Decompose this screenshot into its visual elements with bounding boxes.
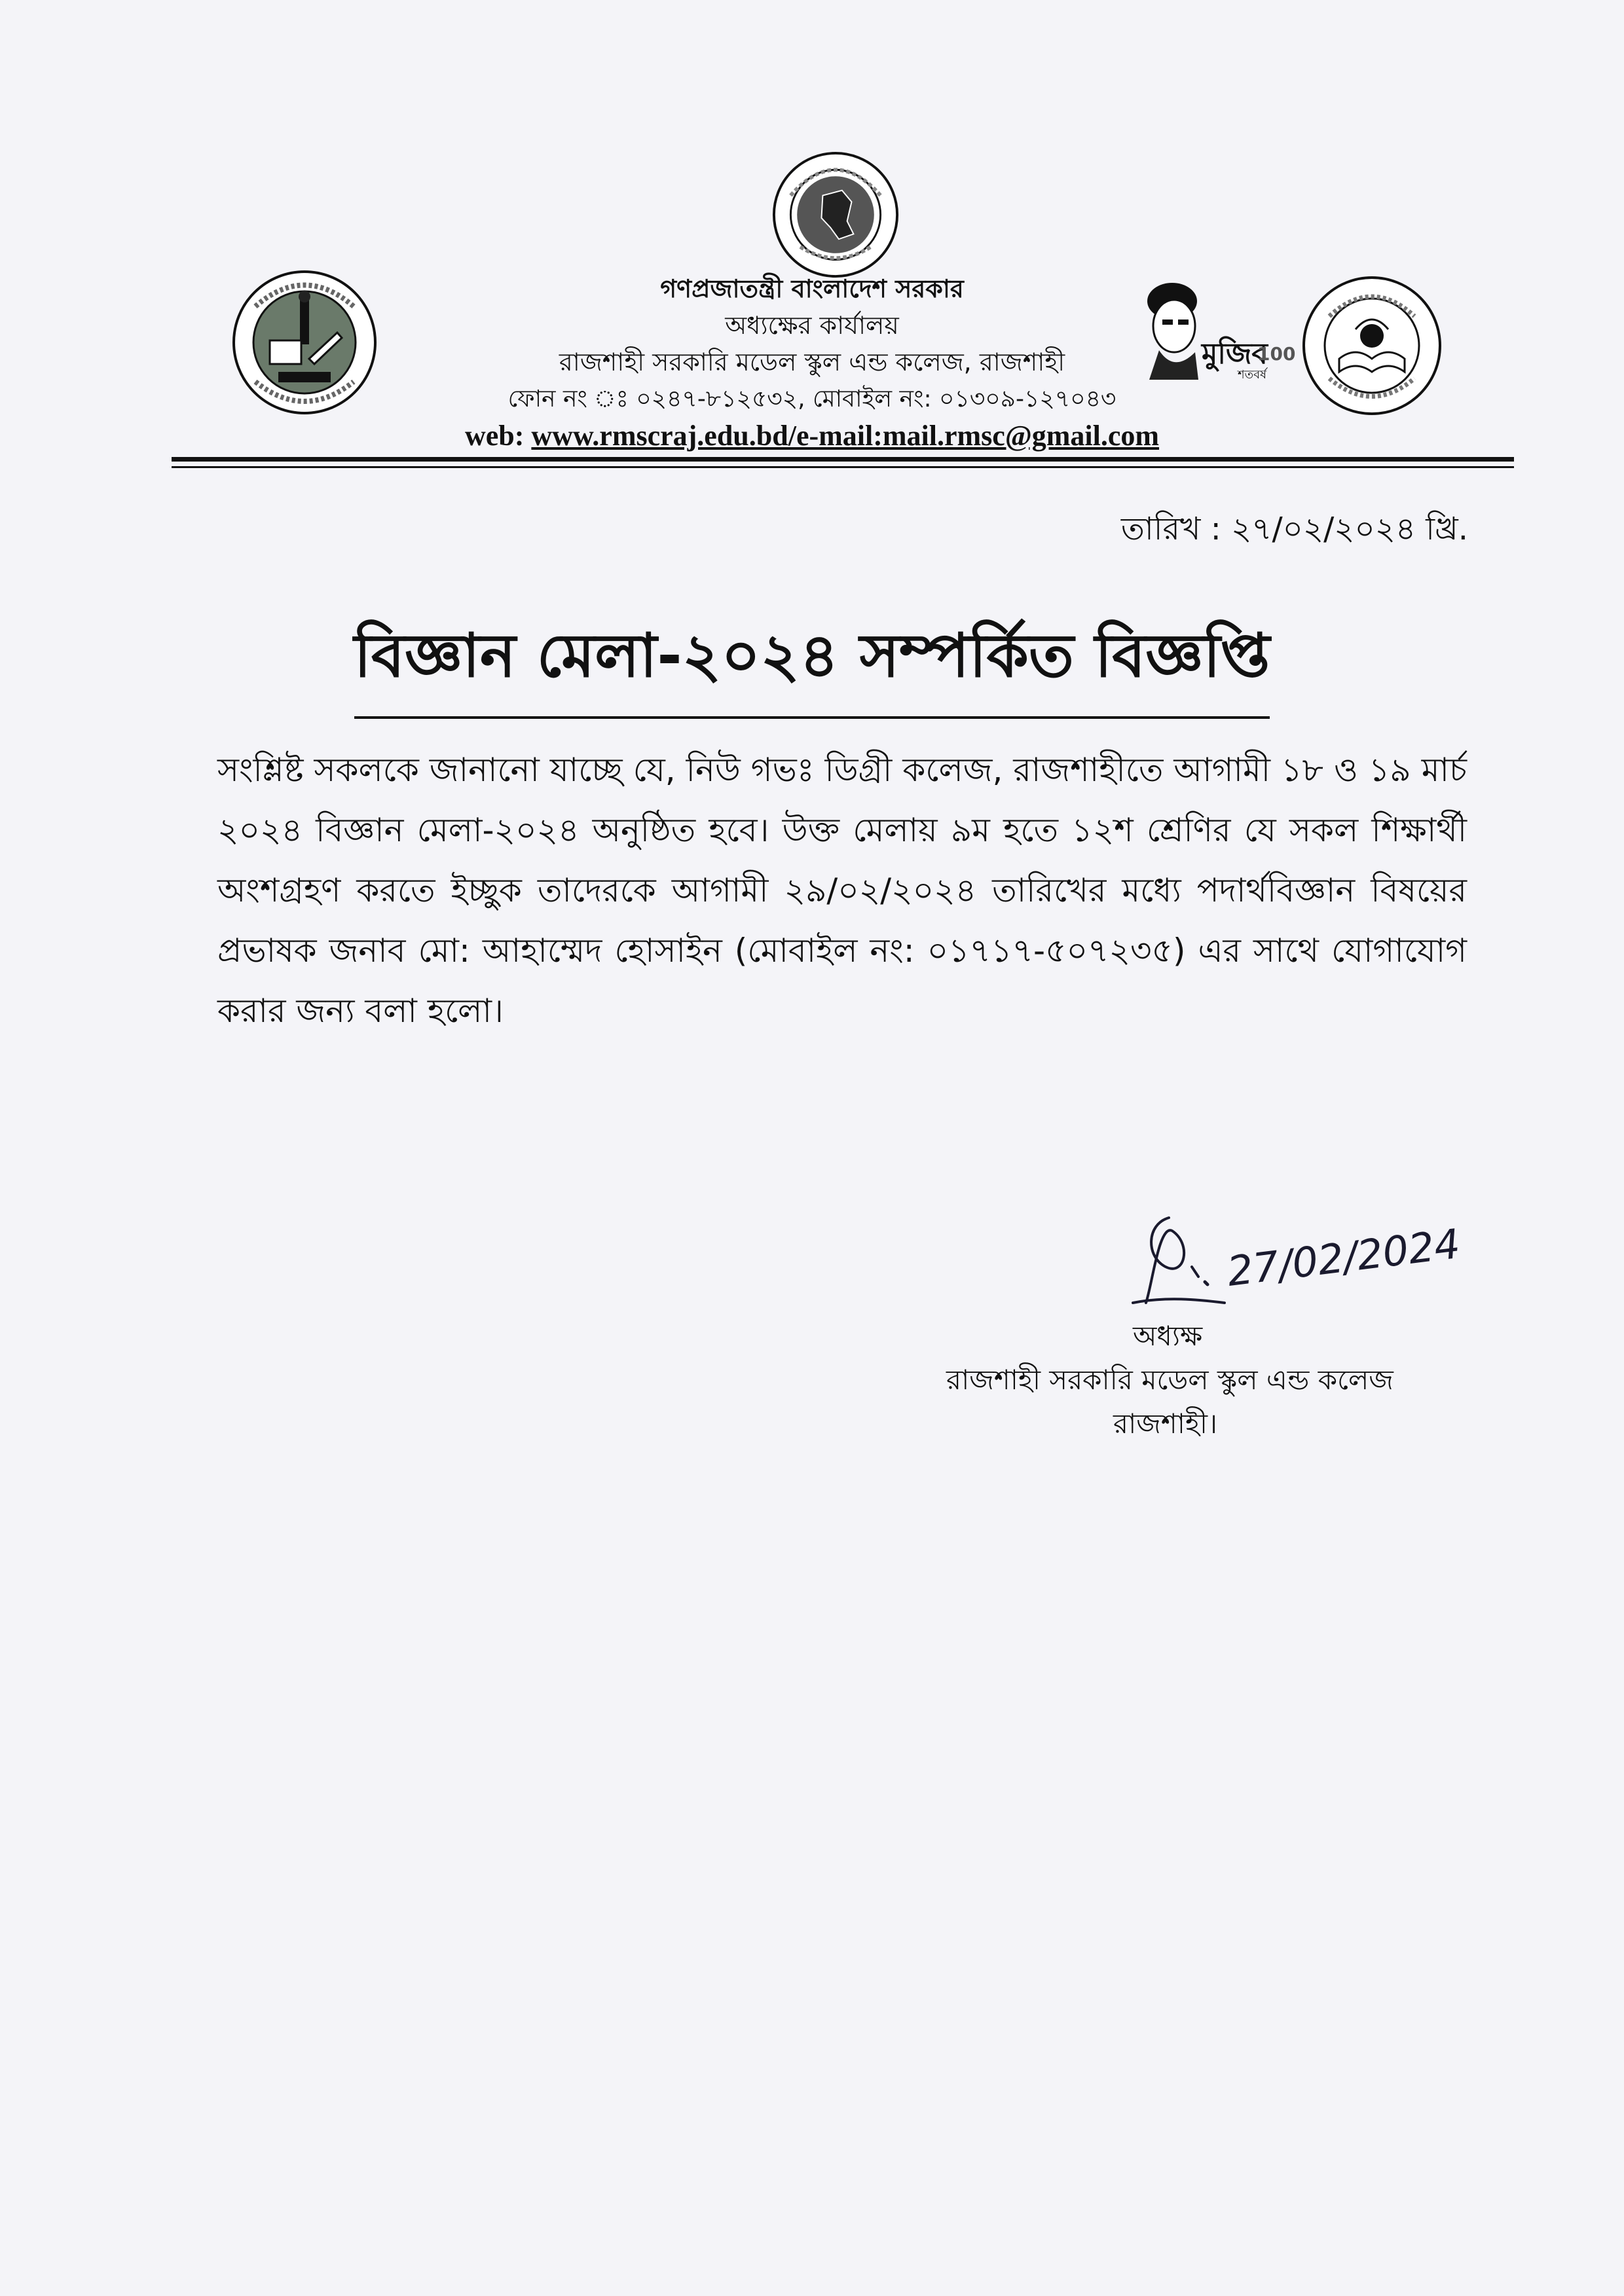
notice-title xyxy=(0,609,1624,719)
web-prefix: web: xyxy=(464,420,532,452)
signatory-institution: রাজশাহী সরকারি মডেল স্কুল এন্ড কলেজ xyxy=(946,1364,1393,1396)
web-email-link[interactable]: www.rmscraj.edu.bd/e-mail:mail.rmsc@gmail.com xyxy=(531,420,1160,452)
header-phone: ফোন নং ঃ ০২৪৭-৮১২৫৩২, মোবাইল নং: ০১৩০৯-১২৭০৪৩ xyxy=(507,386,1116,412)
header-institution: রাজশাহী সরকারি মডেল স্কুল এন্ড কলেজ, রাজশাহী xyxy=(559,348,1065,376)
header-divider-thin xyxy=(172,466,1514,468)
notice-date: তারিখ : ২৭/০২/২০২৪ খ্রি. xyxy=(1120,511,1468,547)
signatory-city: রাজশাহী। xyxy=(1113,1408,1217,1440)
header-divider-thick xyxy=(172,457,1514,462)
government-seal-icon xyxy=(771,151,900,279)
notice-title-text: বিজ্ঞান মেলা-২০২৪ সম্পর্কিত বিজ্ঞপ্তি xyxy=(354,609,1270,719)
mujib-logo-text: মুজিব xyxy=(1202,337,1268,371)
mujib-logo-number: 100 xyxy=(1257,343,1296,365)
mujib-logo-sub: শতবর্ষ xyxy=(1238,368,1267,382)
signatory-title: অধ্যক্ষ xyxy=(1133,1320,1203,1352)
handwritten-date: 27/02/2024 xyxy=(1225,1219,1463,1296)
header-web-contact xyxy=(0,419,1624,452)
header-government: গণপ্রজাতন্ত্রী বাংলাদেশ সরকার xyxy=(660,274,964,303)
header-office: অধ্যক্ষের কার্যালয় xyxy=(725,311,899,340)
notice-body: সংশ্লিষ্ট সকলকে জানানো যাচ্ছে যে, নিউ গভঃ ডিগ্রী কলেজ, রাজশাহীতে আগামী ১৮ ও ১৯ মার্চ ২০২৪ বিজ্ঞান মেলা-২০২৪ অনুষ্ঠিত হবে। উক্ত মেলায় ৯ম হতে ১২শ শ্রেণির যে সকল শিক্ষার্থী অংশগ্রহণ করতে ইচ্ছুক তাদেরকে আগামী ২৯/০২/২০২৪ তারিখের মধ্যে পদার্থবিজ্ঞান বিষয়ের প্রভাষক জনাব মো: আহাম্মেদ হোসাইন (মোবাইল নং: ০১৭১৭-৫০৭২৩৫) এর সাথে যোগাযোগ করার জন্য বলা হলো। xyxy=(217,751,1467,1030)
